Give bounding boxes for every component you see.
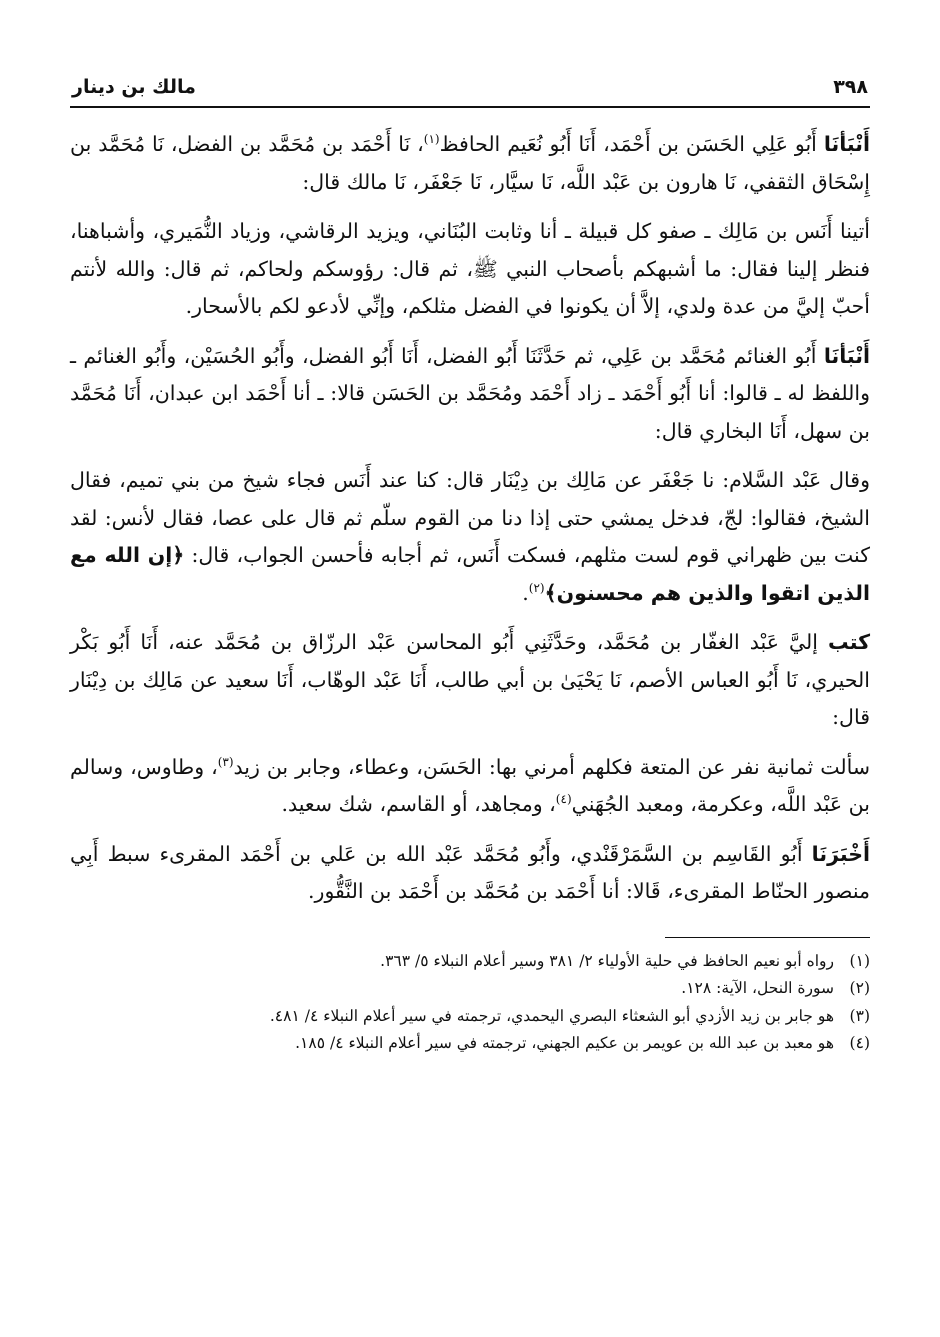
page-number: ٣٩٨ (833, 76, 868, 98)
paragraph-text: أَبُو عَلِي الحَسَن بن أَحْمَد، أَنَا أَبُو نُعَيم الحافظ (439, 132, 824, 156)
paragraph (70, 126, 870, 201)
footnote-number: (٤) (849, 1034, 870, 1052)
paragraph (70, 213, 870, 326)
paragraph-text: وقال عَبْد السَّلام: نا جَعْفَر عن مَالِك بن دِيْنَار قال: كنا عند أَنَس فجاء شيخ من بني تميم، فقال الشيخ، فقالوا: لجّ، فدخل يمشي حتى إذا دنا من القوم سلّم ثم قال على عصا، فقال لأنس: لقد كنت بين ظهراني قوم لست مثلهم، فسكت أَنَس، ثم أجابه فأحسن الجواب، قال: (70, 468, 871, 567)
footnote (70, 975, 870, 1003)
page-body (70, 126, 870, 911)
paragraph-text: . (522, 580, 529, 605)
paragraph (70, 624, 870, 737)
footnote-text: هو معبد بن عبد الله بن عويمر بن عكيم الجهني، ترجمته في سير أعلام النبلاء ٤/ ١٨٥. (295, 1034, 834, 1052)
paragraph-text: ، نَا أَحْمَد بن مُحَمَّد بن الفضل، نَا مُحَمَّد بن إِسْحَاق الثقفي، نَا هارون بن عَبْد اللَّه، نَا سيَّار، نَا جَعْفَر، نَا مالك قال: (70, 132, 870, 194)
book-page (70, 70, 870, 1058)
footnote-text: هو جابر بن زيد الأزدي أبو الشعثاء البصري اليحمدي، ترجمته في سير أعلام النبلاء ٤/ ٤٨١. (269, 1006, 834, 1025)
footnote (70, 948, 870, 976)
footnote (70, 1030, 870, 1058)
isnad-lead: أَخْبَرَنَا (811, 841, 870, 866)
footnote-ref: (٣) (217, 754, 234, 769)
paragraph (70, 749, 870, 824)
paragraph-text: ، وطاوس، وسالم بن عَبْد اللَّه، وعكرمة، ومعبد الجُهَني (70, 754, 870, 816)
footnote-text: رواه أبو نعيم الحافظ في حلية الأولياء ٢/ ٣٨١ وسير أعلام النبلاء ٥/ ٣٦٣. (380, 951, 834, 970)
paragraph-text: سألت ثمانية نفر عن المتعة فكلهم أمرني بها: الحَسَن، وعطاء، وجابر بن زيد (233, 754, 870, 779)
isnad-lead: أَنْبَأنَا (823, 132, 871, 156)
paragraph (70, 338, 870, 451)
footnote-ref: (٤) (555, 792, 572, 807)
footnote-ref: (١) (423, 132, 440, 147)
paragraph (70, 836, 870, 911)
quran-verse: ﴿إن الله مع الذين اتقوا والذين هم محسنون﴾ (70, 543, 870, 605)
isnad-lead: أَنْبَأنَا (823, 343, 870, 368)
footnote-text: سورة النحل، الآية: ١٢٨. (681, 979, 834, 997)
footnote-number: (٢) (849, 979, 870, 997)
paragraph (70, 462, 870, 612)
footnote-number: (١) (849, 951, 870, 970)
page-header (70, 70, 870, 108)
paragraph-text: إليَّ عَبْد الغفّار بن مُحَمَّد، وحَدَّثَنِي أَبُو المحاسن عَبْد الرزّاق بن مُحَمَّد عنه، أَنَا أَبُو بَكْر الحيري، نَا أَبُو العباس الأصم، نَا يَحْيَىٰ بن أبي طالب، أَنَا عَبْد الوهّاب، أَنَا سعيد عن مَالِك بن دِيْنَار قال: (70, 630, 870, 729)
isnad-lead: كتب (828, 630, 870, 654)
paragraph-text: أتينا أَنَس بن مَالِك ـ صفو كل قبيلة ـ أنا وثابت البُنَاني، ويزيد الرقاشي، وزياد النُّمَيري، وأشباهنا، فنظر إلينا فقال: ما أشبهكم بأصحاب النبي ﷺ، ثم قال: رؤوسكم ولحاكم، ثم قال: والله لأنتم أحبّ إليَّ من عدة ولدي، إلاَّ أن يكونوا في الفضل مثلكم، وإنِّي لأدعو لكم بالأسحار. (70, 219, 870, 318)
footnote-ref: (٢) (528, 580, 545, 595)
paragraph-text: ، ومجاهد، أو القاسم، شك سعيد. (281, 792, 556, 816)
footnote (70, 1003, 870, 1031)
running-title: مالك بن دينار (72, 76, 196, 98)
footnotes (70, 948, 870, 1058)
footnote-divider (665, 937, 870, 938)
paragraph-text: أَبُو الغنائم مُحَمَّد بن عَلِي، ثم حَدَّثَنَا أَبُو الفضل، أَنَا أَبُو الفضل، وأَبُو الحُسَيْن، وأَبُو الغنائم ـ واللفظ له ـ قالوا: أنا أَبُو أَحْمَد ـ زاد أَحْمَد ومُحَمَّد بن الحَسَن قالا: ـ أنا أَحْمَد ابن عبدان، أَنَا مُحَمَّد بن سهل، أَنَا البخاري قال: (70, 343, 870, 443)
footnote-number: (٣) (849, 1006, 870, 1025)
paragraph-text: أَبُو القَاسِم بن السَّمَرْقَنْدي، وأَبُو مُحَمَّد عَبْد الله بن عَلي بن أَحْمَد المقرىء سبط أَبِي منصور الحنّاط المقرىء، قَالا: أنا أَحْمَد بن مُحَمَّد بن أَحْمَد بن النَّقُّور. (70, 841, 870, 903)
